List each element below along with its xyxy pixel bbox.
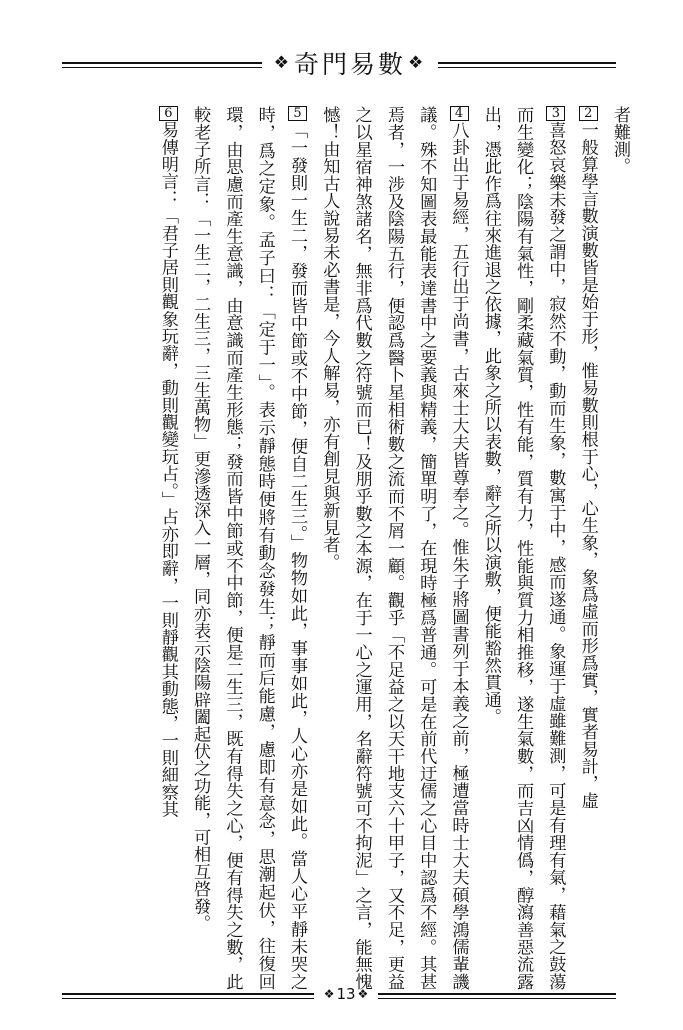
paragraph-text: 喜怒哀樂未發之謂中，寂然不動，動而生象，數寓于中，感而遂通。象運于虛雖難測，可是有理有氣，藉氣之鼓蕩而生變化；陰陽有氣性，剛柔藏氣質，性有能，質有力，性能與質力相推移，遂生氣數，而吉凶情僞，醇瀉善惡流露出，憑此作爲往來進退之依據，此象之所以表數，辭之所以演敷，便能豁然貫通。 — [480, 106, 566, 990]
paragraph-text: 者難測。 — [610, 106, 630, 175]
ornament-left-icon: ❖ — [273, 53, 292, 73]
footer-ornament-left-icon: ❖ — [323, 987, 335, 1001]
paragraph-continuation — [604, 106, 636, 990]
paragraph-number: 3 — [546, 106, 565, 121]
page-number-block — [314, 982, 378, 1006]
ornament-right-icon: ❖ — [408, 53, 427, 73]
header-title: 奇門易數 — [293, 50, 406, 79]
paragraph-number: 4 — [450, 106, 469, 121]
paragraph-text: 易傳明言：「君子居則觀象玩辭，動則觀變玩占。」占亦即辭，一則靜觀其動態，一則細察其 — [157, 121, 178, 818]
paragraph-number: 2 — [579, 106, 598, 121]
paragraph-number: 5 — [288, 106, 307, 121]
running-header — [262, 44, 438, 82]
paragraph-text: 一般算學言數演數皆是始于形，惟易數則根于心，心生象，象爲虛而形爲實，實者易計，虛 — [577, 121, 598, 809]
paragraph-2 — [571, 106, 603, 990]
paragraph-text: 八卦出于易經，五行出于尚書，古來士大夫皆尊奉之。惟朱子將圖書列于本義之前，極遭當時士大夫碩學鴻儒輩譏議。殊不知圖表最能表達書中之要義與精義，簡單明了，在現時極爲普通。可是在前代迂儒之心目中認爲不經。其甚焉者，一涉及陰陽五行，便認爲醫卜星相術數之流而不屑一顧。觀乎「不足益之以天干地支六十甲子，又不足，更益之以星宿神煞諸名，無非爲代數之符號而已！及朋乎數之本源，在于一心之運用，名辭符號可不拘泥」之言，能無愧憾！由知古人說易未必書是，今人解易，亦有創見與新見者。 — [319, 106, 469, 990]
paragraph-6 — [152, 106, 184, 990]
paragraph-5 — [184, 106, 313, 990]
page-number: 13 — [336, 985, 356, 1003]
body-text — [70, 106, 636, 990]
paragraph-4 — [313, 106, 474, 990]
footer-ornament-right-icon: ❖ — [357, 987, 369, 1001]
paragraph-number: 6 — [159, 106, 178, 121]
paragraph-text: 「一發則一生二，發而皆中節或不中節，便自二生三。」物物如此，事事如此，人心亦是如此。當人心平靜未哭之時，爲之定象。孟子曰：「定于一」。表示靜態時便將有動念發生；靜而后能慮，慮即有意念，思潮起伏，往復回環，由思慮而產生意識，由意識而產生形態；發而皆中節或不中節，便是二生三，既有得失之心，便有得失之數，此較老子所言：「一生二，二生三，三生萬物」更滲透深入一層，同亦表示陰陽辟闔起伏之功能，可相互啓發。 — [190, 106, 308, 990]
paragraph-3 — [475, 106, 572, 990]
